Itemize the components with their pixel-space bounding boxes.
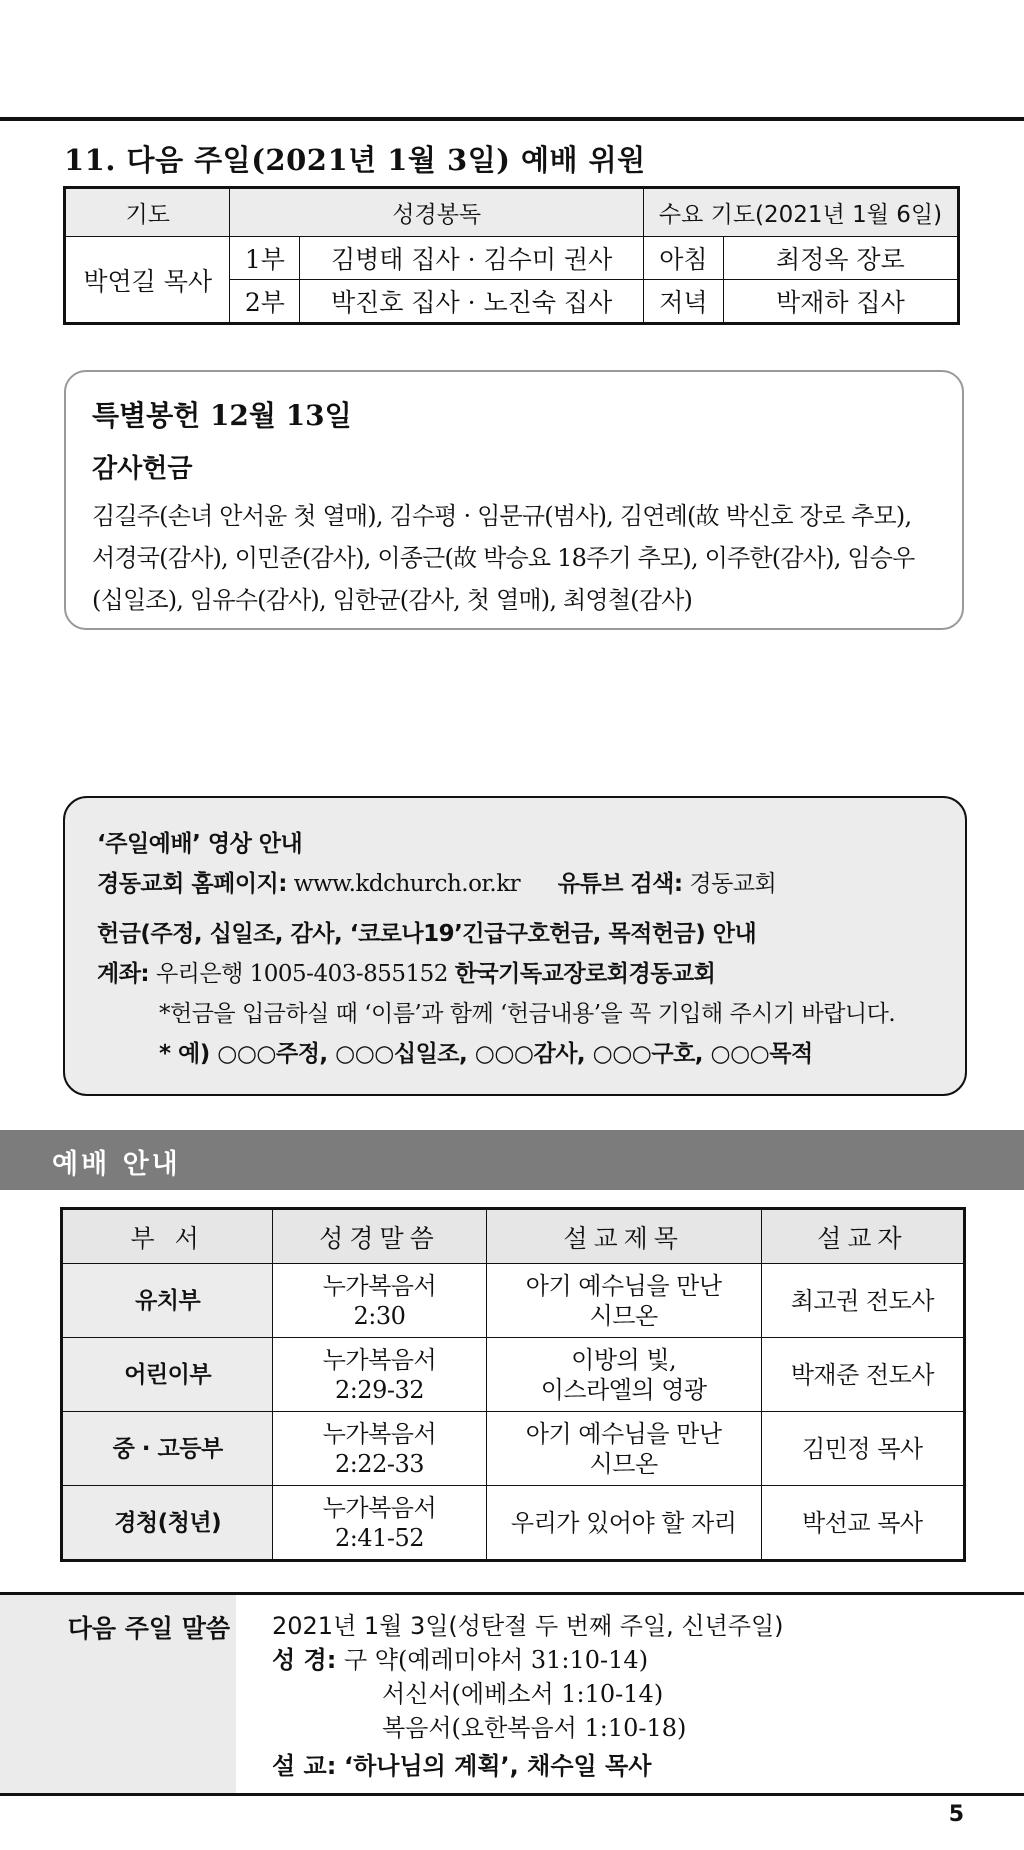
- scripture-cell: [273, 1264, 486, 1338]
- account-name: 한국기독교장로회경동교회: [454, 961, 716, 987]
- sermon-title-line: 아기 예수님을 만난: [525, 1271, 722, 1300]
- table-row: [62, 1486, 965, 1561]
- header-wednesday: 수요 기도(2021년 1월 6일): [643, 188, 958, 237]
- next-sermon-date: 2021년 1월 3일(성탄절 두 번째 주일, 신년주일): [272, 1612, 784, 1640]
- sermon-title-cell: [486, 1486, 761, 1561]
- thanks-offering-subtitle: 감사헌금: [92, 454, 193, 484]
- sermon-line: [272, 1749, 784, 1783]
- table-row: [65, 237, 959, 280]
- worship-table: [60, 1207, 966, 1562]
- worship-band: [0, 1130, 1024, 1190]
- sermon-title-line: 아기 예수님을 만난: [525, 1419, 722, 1448]
- header-preacher: 설교자: [761, 1209, 964, 1264]
- time-cell: 아침: [643, 237, 723, 280]
- special-offering-box: [64, 370, 964, 630]
- scripture-book: 누가복음서: [322, 1271, 437, 1300]
- service-cell: 2부: [230, 280, 300, 324]
- dept-cell: 경청(청년): [62, 1486, 273, 1561]
- scripture-verse: 2:29-32: [334, 1375, 424, 1404]
- worship-committee-table: [63, 186, 960, 325]
- scripture-label: 성 경:: [272, 1646, 337, 1674]
- offering-example: * 예) ○○○주정, ○○○십일조, ○○○감사, ○○○구호, ○○○목적: [159, 1041, 813, 1067]
- next-sermon-label: 다음 주일 말씀: [67, 1614, 230, 1643]
- scripture-epistle: 서신서(에베소서 1:10-14): [382, 1680, 664, 1708]
- homepage-line: [97, 864, 941, 904]
- youtube-label: 유튜브 검색:: [557, 871, 683, 897]
- table-row: [62, 1264, 965, 1338]
- next-sermon-section: [0, 1592, 1024, 1796]
- wed-prayer-cell: 박재하 집사: [723, 280, 958, 324]
- table-row: [62, 1338, 965, 1412]
- scripture-cell: [273, 1486, 486, 1561]
- sermon-title-line: 우리가 있어야 할 자리: [510, 1508, 737, 1537]
- dept-cell: 유치부: [62, 1264, 273, 1338]
- homepage-url: www.kdchurch.or.kr: [293, 871, 521, 897]
- header-reading: 성경봉독: [230, 188, 644, 237]
- offering-list: [92, 495, 938, 621]
- sermon-title-line: 이스라엘의 영광: [540, 1375, 707, 1404]
- scripture-book: 누가복음서: [322, 1493, 437, 1522]
- sermon-title-cell: [486, 1264, 761, 1338]
- special-offering-title: 특별봉헌 12월 13일: [92, 399, 352, 432]
- youtube-value: 경동교회: [689, 871, 777, 897]
- preacher-cell: 김민정 목사: [761, 1412, 964, 1486]
- header-sermon-title: 설교제목: [486, 1209, 761, 1264]
- offering-notice-title: 헌금(주정, 십일조, 감사, ‘코로나19’긴급구호헌금, 목적헌금) 안내: [97, 921, 757, 947]
- notice-box: [63, 796, 967, 1096]
- offering-line: 서경국(감사), 이민준(감사), 이종근(故 박승요 18주기 추모), 이주한(감사), 임승우: [92, 544, 915, 572]
- sermon-label: 설 교:: [272, 1752, 337, 1780]
- scripture-line: [272, 1643, 784, 1677]
- scripture-book: 누가복음서: [322, 1345, 437, 1374]
- account-value: 우리은행 1005-403-855152: [155, 961, 448, 987]
- top-rule: [0, 117, 1024, 121]
- account-line: [97, 954, 941, 994]
- time-cell: 저녁: [643, 280, 723, 324]
- sermon-title-line: 시므온: [589, 1301, 658, 1330]
- sermon-value: ‘하나님의 계획’, 채수일 목사: [343, 1752, 652, 1780]
- dept-cell: 어린이부: [62, 1338, 273, 1412]
- video-notice-title: ‘주일예배’ 영상 안내: [97, 831, 303, 857]
- account-label: 계좌:: [97, 961, 150, 987]
- preacher-cell: 최고권 전도사: [761, 1264, 964, 1338]
- preacher-cell: 박선교 목사: [761, 1486, 964, 1561]
- scripture-verse: 2:30: [353, 1301, 406, 1330]
- dept-cell: 중 · 고등부: [62, 1412, 273, 1486]
- readers-cell: 김병태 집사 · 김수미 권사: [300, 237, 644, 280]
- table-row: [62, 1412, 965, 1486]
- page-number: 5: [948, 1802, 964, 1827]
- next-sermon-label-cell: [0, 1595, 236, 1793]
- scripture-ot: 구 약(예레미야서 31:10-14): [343, 1646, 649, 1674]
- next-sermon-content: [272, 1609, 784, 1783]
- sermon-title-cell: [486, 1338, 761, 1412]
- header-dept: 부 서: [62, 1209, 273, 1264]
- wed-prayer-cell: 최정옥 장로: [723, 237, 958, 280]
- header-scripture: 성경말씀: [273, 1209, 486, 1264]
- service-cell: 1부: [230, 237, 300, 280]
- scripture-verse: 2:22-33: [334, 1449, 424, 1478]
- scripture-gospel: 복음서(요한복음서 1:10-18): [382, 1714, 687, 1742]
- offering-note: *헌금을 입금하실 때 ‘이름’과 함께 ‘헌금내용’을 꼭 기입해 주시기 바랍니다.: [159, 1001, 896, 1027]
- header-prayer: 기도: [65, 188, 230, 237]
- scripture-verse: 2:41-52: [334, 1523, 424, 1552]
- scripture-cell: [273, 1338, 486, 1412]
- sermon-title-line: 이방의 빛,: [571, 1345, 677, 1374]
- offering-line: 김길주(손녀 안서윤 첫 열매), 김수평 · 임문규(범사), 김연례(故 박신호 장로 추모),: [92, 502, 912, 530]
- scripture-cell: [273, 1412, 486, 1486]
- offering-line: (십일조), 임유수(감사), 임한균(감사, 첫 열매), 최영철(감사): [92, 586, 693, 614]
- section-11-title: 11. 다음 주일(2021년 1월 3일) 예배 위원: [64, 143, 646, 177]
- readers-cell: 박진호 집사 · 노진숙 집사: [300, 280, 644, 324]
- sermon-title-cell: [486, 1412, 761, 1486]
- sermon-title-line: 시므온: [589, 1449, 658, 1478]
- homepage-label: 경동교회 홈페이지:: [97, 871, 287, 897]
- worship-band-title: 예배 안내: [52, 1149, 181, 1180]
- prayer-cell: 박연길 목사: [65, 237, 230, 324]
- scripture-book: 누가복음서: [322, 1419, 437, 1448]
- preacher-cell: 박재준 전도사: [761, 1338, 964, 1412]
